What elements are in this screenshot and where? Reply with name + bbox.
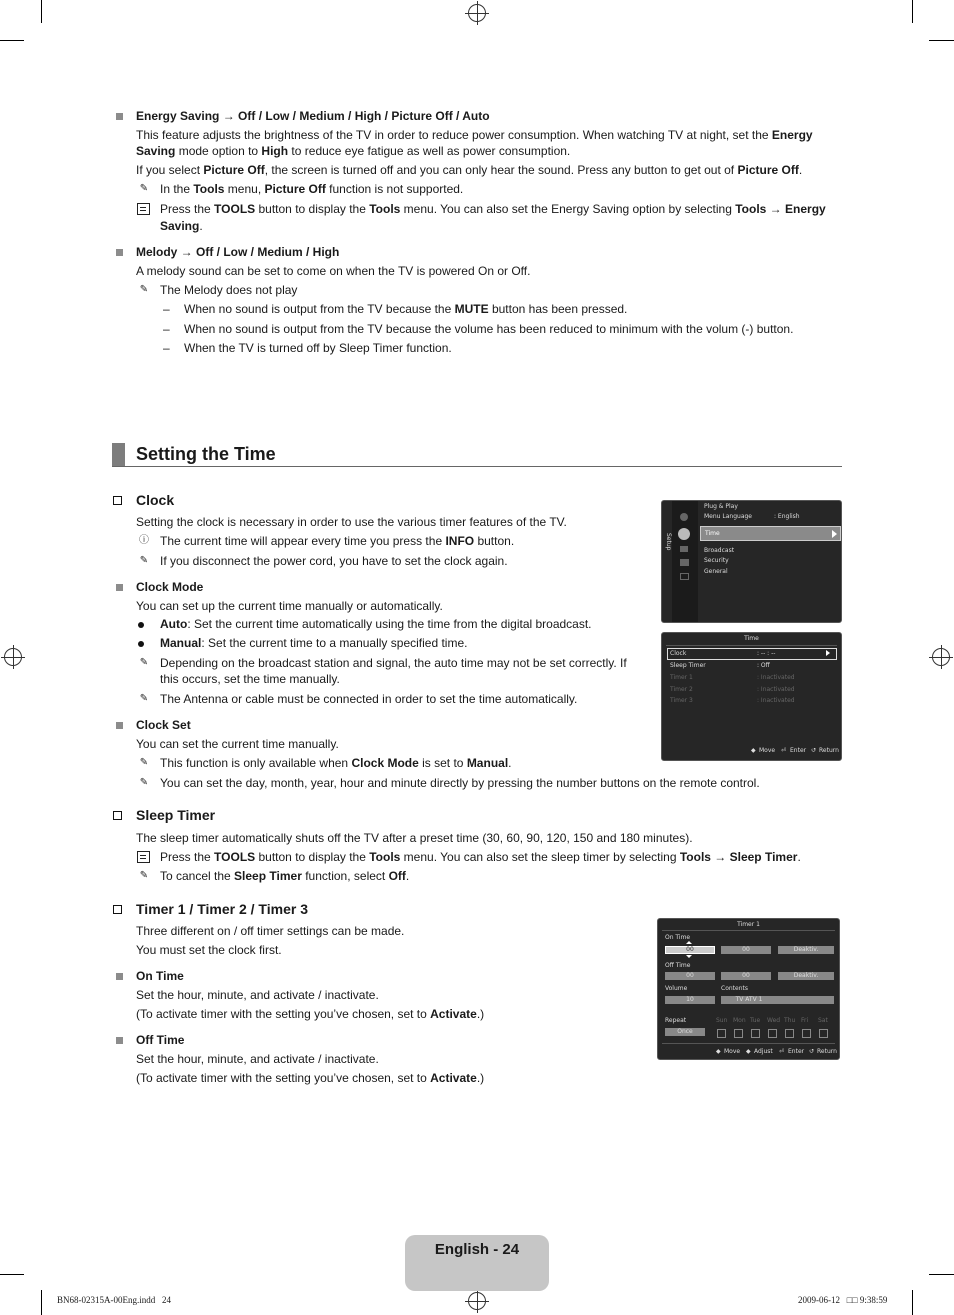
arrow-right-icon: [826, 650, 830, 656]
off-time-activate: (To activate timer with the setting you’ve chosen, set to Activate.): [136, 1071, 485, 1085]
clock-mode-heading: Clock Mode: [136, 580, 204, 594]
enter-icon: ⏎: [779, 1048, 785, 1055]
round-bullet: [138, 622, 144, 628]
crop-mark: [929, 40, 954, 41]
time-menu-screenshot: [661, 632, 842, 761]
registration-mark-icon: [468, 1292, 486, 1310]
adjust-icon: ◆: [746, 1048, 751, 1055]
move-icon: ◆: [716, 1048, 721, 1055]
day-label: Mon: [733, 1017, 746, 1024]
timer-paragraph-1: Three different on / off timer settings can be made.: [136, 924, 405, 938]
contents-value: TV ATV 1: [735, 996, 763, 1003]
note-icon: ✎: [139, 693, 149, 704]
time-row-label: Clock: [670, 650, 687, 657]
melody-note: The Melody does not play: [160, 283, 298, 297]
day-checkbox[interactable]: [734, 1029, 743, 1038]
note-icon: ✎: [139, 657, 149, 668]
time-row-label: Sleep Timer: [670, 662, 706, 669]
footer-enter: Enter: [790, 747, 807, 754]
support-icon: [680, 573, 689, 580]
time-menu-title: Time: [744, 635, 759, 642]
footer-move: Move: [724, 1048, 741, 1055]
enter-icon: ⏎: [781, 747, 787, 754]
clock-mode-note-1-cont: this occurs, set the time manually.: [160, 672, 340, 686]
dash-bullet: –: [163, 341, 170, 355]
tools-icon: [137, 203, 150, 215]
menu-item-time-highlight[interactable]: [700, 526, 841, 541]
timer-screen-title: Timer 1: [737, 921, 760, 928]
crop-mark: [0, 1274, 24, 1275]
off-time-label: Off Time: [665, 962, 691, 969]
checkbox-bullet-icon: [113, 811, 122, 820]
melody-dash-2: When no sound is output from the TV because the volume has been reduced to minimum with the volum (-) button.: [184, 322, 794, 336]
melody-paragraph: A melody sound can be set to come on when the TV is powered On or Off.: [136, 264, 531, 278]
menu-item-time: Time: [705, 530, 720, 537]
square-bullet-icon: [116, 584, 123, 591]
day-checkbox[interactable]: [802, 1029, 811, 1038]
note-icon: ✎: [139, 777, 149, 788]
arrow-down-icon: [686, 955, 692, 958]
timer1-screenshot: [657, 918, 840, 1060]
energy-note-1: In the Tools menu, Picture Off function is not supported.: [160, 182, 464, 196]
square-bullet-icon: [116, 722, 123, 729]
off-time-heading: Off Time: [136, 1033, 185, 1047]
crop-mark: [912, 0, 913, 23]
registration-mark-icon: [4, 648, 22, 666]
on-time-label: On Time: [665, 934, 691, 941]
off-hour-value: 00: [686, 972, 694, 979]
day-checkbox[interactable]: [768, 1029, 777, 1038]
note-icon: ✎: [139, 757, 149, 768]
energy-note-2: Press the TOOLS button to display the Tools menu. You can also set the Energy Saving option by selecting Tools → Energy: [160, 202, 826, 216]
footer-return: Return: [817, 1048, 837, 1055]
menu-item-plug-play: Plug & Play: [704, 503, 738, 510]
sleep-note-2: To cancel the Sleep Timer function, select Off.: [160, 869, 410, 883]
melody-dash-3: When the TV is turned off by Sleep Timer function.: [184, 341, 452, 355]
contents-label: Contents: [721, 985, 748, 992]
time-row-label: Timer 1: [670, 674, 693, 681]
on-activate-value: Deaktiv.: [793, 946, 819, 953]
volume-label: Volume: [665, 985, 688, 992]
registration-mark-icon: [468, 4, 486, 22]
timer-paragraph-2: You must set the clock first.: [136, 943, 282, 957]
title-divider: [666, 645, 837, 646]
clock-mode-auto: Auto: Set the current time automatically using the time from the digital broadcast.: [160, 617, 592, 631]
timer-heading: Timer 1 / Timer 2 / Timer 3: [136, 901, 308, 917]
menu-item-security: Security: [704, 557, 729, 564]
clock-paragraph: Setting the clock is necessary in order to use the various timer features of the TV.: [136, 515, 567, 529]
note-icon: ✎: [139, 870, 149, 881]
dash-bullet: –: [163, 322, 170, 336]
footer-divider: [662, 1043, 835, 1044]
time-row-label: Timer 2: [670, 686, 693, 693]
title-divider: [662, 930, 835, 931]
clock-heading: Clock: [136, 492, 175, 508]
time-row-label: Timer 3: [670, 697, 693, 704]
energy-paragraph: This feature adjusts the brightness of the TV in order to reduce power consumption. When watching TV at night, set the Energy: [136, 128, 813, 142]
on-minute-value: 00: [742, 946, 750, 953]
time-row-value: : -- : --: [757, 650, 776, 657]
print-timestamp: 2009-06-12 □□ 9:38:59: [798, 1295, 888, 1305]
melody-heading: Melody → Off / Low / Medium / High: [136, 245, 340, 259]
clock-mode-note-1: Depending on the broadcast station and signal, the auto time may not be set correctly. If: [160, 656, 627, 670]
setup-side-label: Setup: [665, 533, 672, 551]
on-hour-value: 00: [686, 946, 694, 953]
on-time-paragraph: Set the hour, minute, and activate / inactivate.: [136, 988, 379, 1002]
day-label: Sun: [716, 1017, 728, 1024]
repeat-label: Repeat: [665, 1017, 687, 1024]
crop-mark: [41, 1290, 42, 1315]
picture-icon: [680, 513, 688, 521]
return-icon: ↺: [811, 747, 817, 754]
section-title: Setting the Time: [136, 444, 276, 464]
menu-language-value: : English: [774, 513, 800, 520]
volume-value: 10: [686, 996, 694, 1003]
day-label: Thu: [784, 1017, 796, 1024]
day-checkbox[interactable]: [819, 1029, 828, 1038]
repeat-value: Once: [677, 1028, 693, 1035]
clock-mode-paragraph: You can set up the current time manually or automatically.: [136, 599, 443, 613]
info-icon: ⓘ: [139, 535, 149, 546]
energy-paragraph-cont: Saving mode option to High to reduce eye fatigue as well as power consumption.: [136, 144, 571, 158]
time-row-value: : Inactivated: [757, 697, 795, 704]
sleep-heading: Sleep Timer: [136, 807, 216, 823]
day-label: Tue: [750, 1017, 761, 1024]
energy-note-2-cont: Saving.: [160, 219, 203, 233]
round-bullet: [138, 641, 144, 647]
clock-note-2: If you disconnect the power cord, you have to set the clock again.: [160, 554, 508, 568]
day-label: Sat: [818, 1017, 828, 1024]
registration-mark-icon: [932, 648, 950, 666]
channel-icon: [680, 546, 688, 552]
square-bullet-icon: [116, 1037, 123, 1044]
clock-set-heading: Clock Set: [136, 718, 191, 732]
footer-move: Move: [759, 747, 776, 754]
gear-icon: [678, 528, 690, 540]
melody-dash-1: When no sound is output from the TV because the MUTE button has been pressed.: [184, 302, 628, 316]
clock-note-1: The current time will appear every time you press the INFO button.: [160, 534, 515, 548]
day-checkbox[interactable]: [751, 1029, 760, 1038]
time-row-value: : Inactivated: [757, 686, 795, 693]
checkbox-bullet-icon: [113, 905, 122, 914]
input-icon: [680, 559, 689, 566]
clock-set-note-2: You can set the day, month, year, hour and minute directly by pressing the number buttons on the remote control.: [160, 776, 760, 790]
arrow-right-icon: [832, 530, 837, 538]
clock-set-paragraph: You can set the current time manually.: [136, 737, 339, 751]
off-time-paragraph: Set the hour, minute, and activate / inactivate.: [136, 1052, 379, 1066]
sleep-note-1: Press the TOOLS button to display the Tools menu. You can also set the sleep timer by selecting Tools → Sleep Timer.: [160, 850, 801, 864]
section-marker: [112, 443, 125, 467]
menu-item-menu-language: Menu Language: [704, 513, 752, 520]
checkbox-bullet-icon: [113, 496, 122, 505]
footer-return: Return: [819, 747, 839, 754]
menu-item-general: General: [704, 568, 728, 575]
on-time-heading: On Time: [136, 969, 184, 983]
note-icon: ✎: [139, 183, 149, 194]
energy-heading: Energy Saving → Off / Low / Medium / High / Picture Off / Auto: [136, 109, 490, 123]
square-bullet-icon: [116, 113, 123, 120]
note-icon: ✎: [139, 555, 149, 566]
footer-enter: Enter: [788, 1048, 805, 1055]
arrow-up-icon: [686, 941, 692, 944]
clock-mode-manual: Manual: Set the current time to a manually specified time.: [160, 636, 468, 650]
square-bullet-icon: [116, 249, 123, 256]
square-bullet-icon: [116, 973, 123, 980]
dash-bullet: –: [163, 302, 170, 316]
off-activate-value: Deaktiv.: [793, 972, 819, 979]
crop-mark: [912, 1290, 913, 1315]
sleep-paragraph: The sleep timer automatically shuts off the TV after a preset time (30, 60, 90, 120, 150 and 180 minutes).: [136, 831, 693, 845]
page-number: English - 24: [434, 1241, 520, 1258]
clock-set-note-1: This function is only available when Clock Mode is set to Manual.: [160, 756, 512, 770]
clock-mode-note-2: The Antenna or cable must be connected in order to set the time automatically.: [160, 692, 578, 706]
return-icon: ↺: [809, 1048, 815, 1055]
day-checkbox[interactable]: [785, 1029, 794, 1038]
energy-paragraph-2: If you select Picture Off, the screen is turned off and you can only hear the sound. Press any button to get out of Picture Off.: [136, 163, 803, 177]
setup-menu-screenshot: [661, 500, 842, 623]
note-icon: ✎: [139, 284, 149, 295]
off-minute-value: 00: [742, 972, 750, 979]
tools-icon: [137, 851, 150, 863]
day-label: Fri: [801, 1017, 809, 1024]
crop-mark: [0, 40, 24, 41]
clock-row-highlight[interactable]: [667, 648, 837, 660]
footer-adjust: Adjust: [754, 1048, 773, 1055]
menu-item-broadcast: Broadcast: [704, 547, 735, 554]
crop-mark: [929, 1274, 954, 1275]
time-row-value: : Off: [757, 662, 770, 669]
move-icon: ◆: [751, 747, 756, 754]
time-row-value: : Inactivated: [757, 674, 795, 681]
on-time-activate: (To activate timer with the setting you’ve chosen, set to Activate.): [136, 1007, 485, 1021]
file-name: BN68-02315A-00Eng.indd 24: [57, 1295, 171, 1305]
day-checkbox[interactable]: [717, 1029, 726, 1038]
day-label: Wed: [767, 1017, 781, 1024]
crop-mark: [41, 0, 42, 23]
section-rule: [112, 466, 842, 467]
